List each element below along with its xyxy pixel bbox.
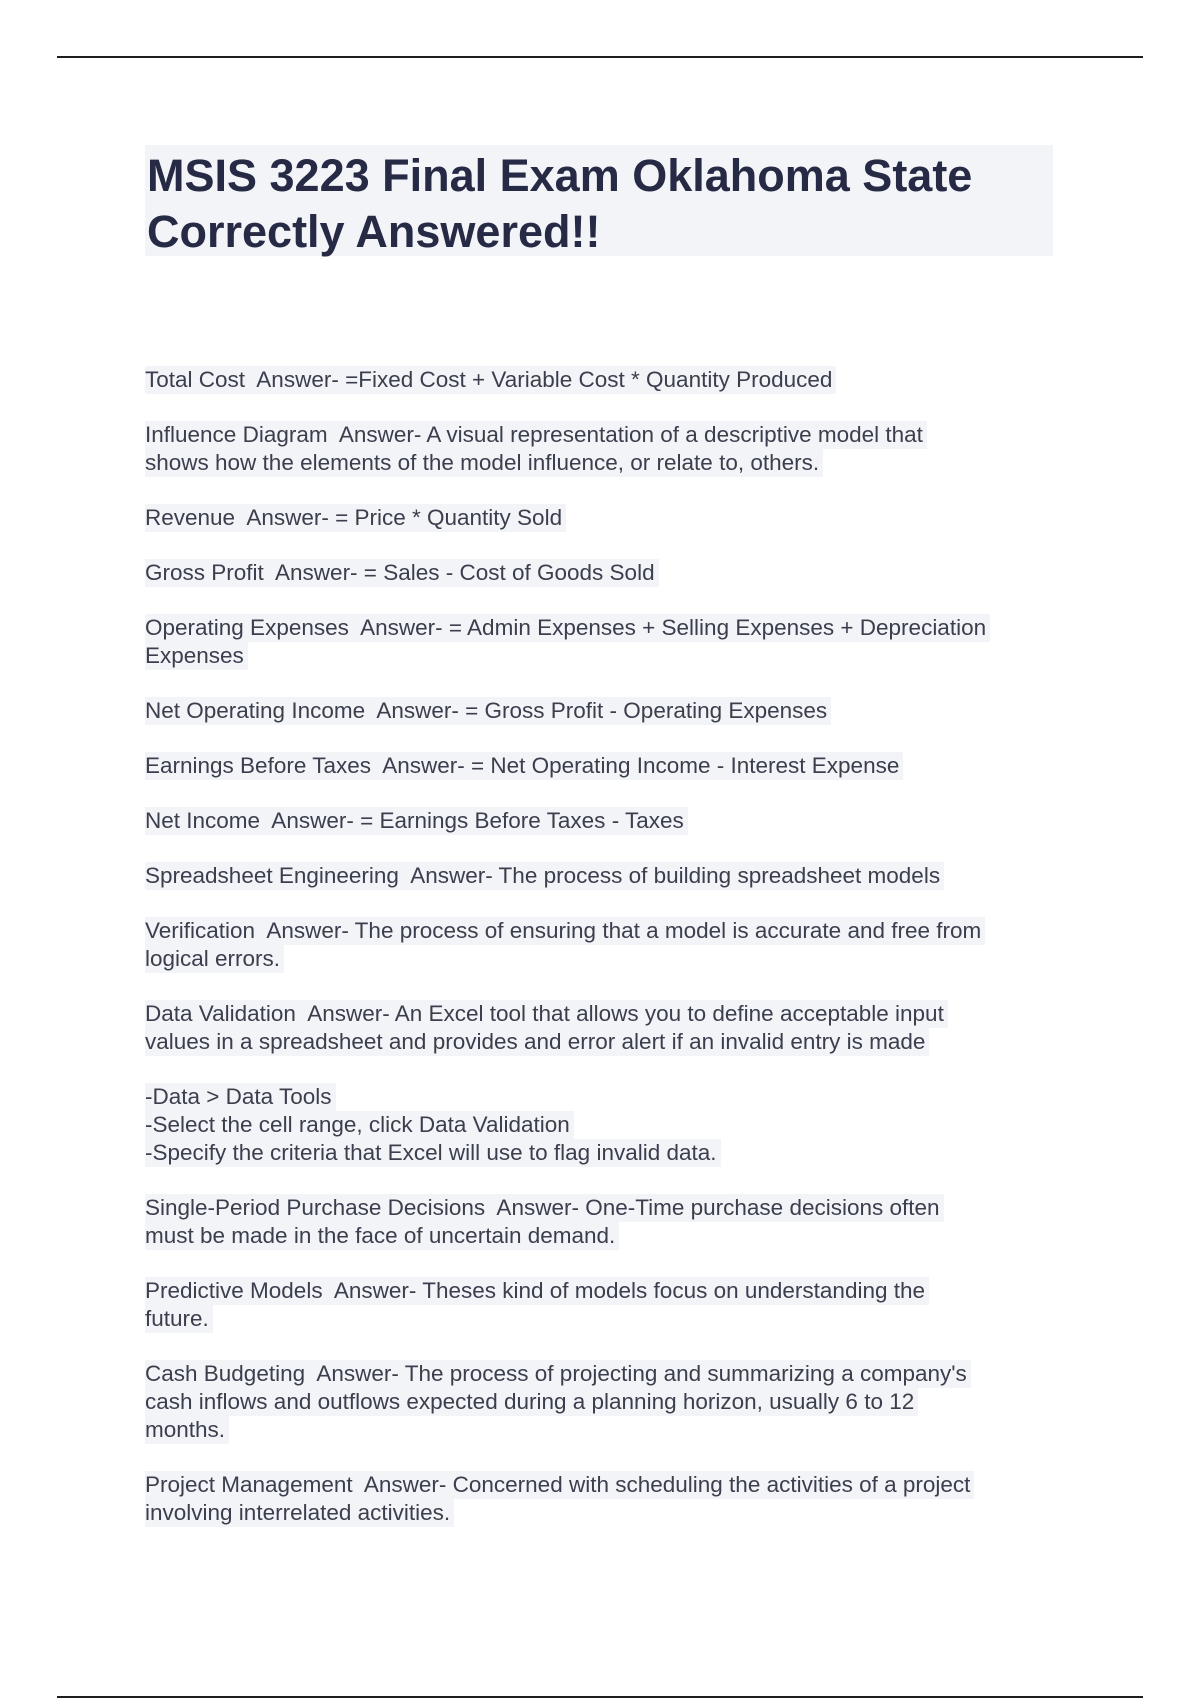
qa-entry-line: Net Operating Income Answer- = Gross Profit - Operating Expenses (145, 697, 831, 725)
qa-entry (145, 614, 1065, 670)
qa-entry (145, 862, 1065, 890)
qa-entry-line: Project Management Answer- Concerned with scheduling the activities of a project (145, 1471, 974, 1499)
qa-entry-line: -Data > Data Tools (145, 1083, 336, 1111)
qa-entry-line: months. (145, 1416, 229, 1444)
qa-entry-line: Data Validation Answer- An Excel tool that allows you to define acceptable input (145, 1000, 948, 1028)
qa-entry-line: Gross Profit Answer- = Sales - Cost of Goods Sold (145, 559, 659, 587)
qa-entry-line: Revenue Answer- = Price * Quantity Sold (145, 504, 566, 532)
qa-entry-line: Net Income Answer- = Earnings Before Taxes - Taxes (145, 807, 688, 835)
qa-entry (145, 1471, 1065, 1527)
qa-entry-line: -Select the cell range, click Data Validation (145, 1111, 574, 1139)
title-line-1: MSIS 3223 Final Exam Oklahoma State (147, 150, 973, 201)
document-title (145, 145, 1053, 256)
qa-entry-line: Spreadsheet Engineering Answer- The process of building spreadsheet models (145, 862, 944, 890)
qa-entry-line: Expenses (145, 642, 248, 670)
qa-entry-line: Operating Expenses Answer- = Admin Expenses + Selling Expenses + Depreciation (145, 614, 990, 642)
qa-entry (145, 1194, 1065, 1250)
qa-entry (145, 421, 1065, 477)
qa-entry (145, 1083, 1065, 1167)
qa-entry-line: Single-Period Purchase Decisions Answer- One-Time purchase decisions often (145, 1194, 944, 1222)
qa-list (145, 366, 1065, 1554)
qa-entry (145, 559, 1065, 587)
qa-entry-line: Influence Diagram Answer- A visual representation of a descriptive model that (145, 421, 927, 449)
qa-entry-line: Verification Answer- The process of ensuring that a model is accurate and free from (145, 917, 985, 945)
bottom-divider (57, 1696, 1143, 1698)
qa-entry-line: logical errors. (145, 945, 284, 973)
qa-entry (145, 366, 1065, 394)
qa-entry-line: must be made in the face of uncertain demand. (145, 1222, 619, 1250)
qa-entry (145, 1000, 1065, 1056)
qa-entry-line: Predictive Models Answer- Theses kind of models focus on understanding the (145, 1277, 929, 1305)
qa-entry (145, 697, 1065, 725)
qa-entry-line: -Specify the criteria that Excel will use to flag invalid data. (145, 1139, 721, 1167)
qa-entry-line: values in a spreadsheet and provides and error alert if an invalid entry is made (145, 1028, 929, 1056)
qa-entry (145, 807, 1065, 835)
qa-entry-line: Cash Budgeting Answer- The process of projecting and summarizing a company's (145, 1360, 971, 1388)
qa-entry-line: involving interrelated activities. (145, 1499, 454, 1527)
qa-entry (145, 917, 1065, 973)
qa-entry (145, 1277, 1065, 1333)
qa-entry-line: Earnings Before Taxes Answer- = Net Operating Income - Interest Expense (145, 752, 903, 780)
qa-entry-line: cash inflows and outflows expected during a planning horizon, usually 6 to 12 (145, 1388, 918, 1416)
top-divider (57, 56, 1143, 58)
qa-entry (145, 752, 1065, 780)
qa-entry (145, 504, 1065, 532)
title-line-2: Correctly Answered!! (147, 206, 601, 257)
qa-entry (145, 1360, 1065, 1444)
qa-entry-line: future. (145, 1305, 213, 1333)
qa-entry-line: Total Cost Answer- =Fixed Cost + Variable Cost * Quantity Produced (145, 366, 836, 394)
qa-entry-line: shows how the elements of the model influence, or relate to, others. (145, 449, 823, 477)
